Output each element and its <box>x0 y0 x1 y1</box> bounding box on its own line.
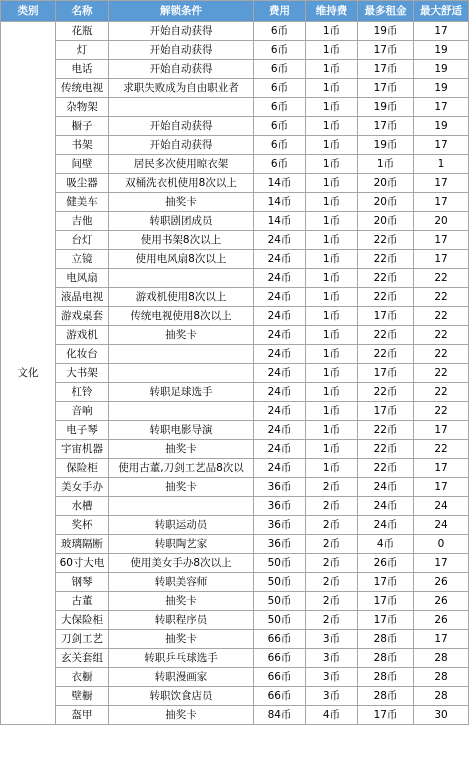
max-comfort-cell: 28 <box>414 687 469 706</box>
max-comfort-cell: 19 <box>414 60 469 79</box>
max-comfort-cell: 22 <box>414 326 469 345</box>
max-rent-cell: 24币 <box>358 478 414 497</box>
unlock-condition-cell: 转职美容师 <box>109 573 254 592</box>
upkeep-cell: 1币 <box>306 79 358 98</box>
upkeep-cell: 2币 <box>306 592 358 611</box>
unlock-condition-cell: 抽奖卡 <box>109 592 254 611</box>
header-category: 类别 <box>1 1 56 22</box>
max-rent-cell: 22币 <box>358 269 414 288</box>
header-cost: 费用 <box>254 1 306 22</box>
item-name-cell: 水槽 <box>56 497 109 516</box>
unlock-condition-cell: 转职乒乓球选手 <box>109 649 254 668</box>
upkeep-cell: 3币 <box>306 630 358 649</box>
max-rent-cell: 19币 <box>358 22 414 41</box>
item-name-cell: 奖杯 <box>56 516 109 535</box>
max-rent-cell: 17币 <box>358 60 414 79</box>
item-name-cell: 间壁 <box>56 155 109 174</box>
upkeep-cell: 1币 <box>306 345 358 364</box>
header-row <box>1 1 469 22</box>
upkeep-cell: 1币 <box>306 155 358 174</box>
item-name-cell: 大书架 <box>56 364 109 383</box>
cost-cell: 50币 <box>254 573 306 592</box>
table-row <box>1 497 469 516</box>
cost-cell: 24币 <box>254 421 306 440</box>
item-name-cell: 玄关套组 <box>56 649 109 668</box>
unlock-condition-cell: 双桶洗衣机使用8次以上 <box>109 174 254 193</box>
max-rent-cell: 17币 <box>358 307 414 326</box>
max-comfort-cell: 20 <box>414 212 469 231</box>
unlock-condition-cell <box>109 402 254 421</box>
cost-cell: 36币 <box>254 535 306 554</box>
unlock-condition-cell: 使用书架8次以上 <box>109 231 254 250</box>
table-row <box>1 136 469 155</box>
cost-cell: 66币 <box>254 630 306 649</box>
max-comfort-cell: 19 <box>414 79 469 98</box>
unlock-condition-cell <box>109 497 254 516</box>
table-row <box>1 41 469 60</box>
unlock-condition-cell: 居民多次使用晾衣架 <box>109 155 254 174</box>
upkeep-cell: 1币 <box>306 117 358 136</box>
table-row <box>1 269 469 288</box>
upkeep-cell: 1币 <box>306 364 358 383</box>
item-name-cell: 电话 <box>56 60 109 79</box>
max-rent-cell: 22币 <box>358 459 414 478</box>
cost-cell: 24币 <box>254 307 306 326</box>
max-rent-cell: 17币 <box>358 611 414 630</box>
table-row <box>1 193 469 212</box>
unlock-condition-cell: 使用美女手办8次以上 <box>109 554 254 573</box>
item-name-cell: 书架 <box>56 136 109 155</box>
unlock-condition-cell: 抽奖卡 <box>109 193 254 212</box>
max-comfort-cell: 26 <box>414 611 469 630</box>
unlock-condition-cell: 转职足球选手 <box>109 383 254 402</box>
max-rent-cell: 22币 <box>358 250 414 269</box>
upkeep-cell: 2币 <box>306 554 358 573</box>
table-row <box>1 383 469 402</box>
item-name-cell: 大保险柜 <box>56 611 109 630</box>
max-rent-cell: 19币 <box>358 136 414 155</box>
item-name-cell: 健美车 <box>56 193 109 212</box>
max-comfort-cell: 22 <box>414 345 469 364</box>
max-comfort-cell: 26 <box>414 573 469 592</box>
cost-cell: 14币 <box>254 193 306 212</box>
unlock-condition-cell: 开始自动获得 <box>109 22 254 41</box>
table-row <box>1 478 469 497</box>
header-upkeep: 维持费 <box>306 1 358 22</box>
table-row <box>1 516 469 535</box>
max-comfort-cell: 30 <box>414 706 469 725</box>
item-name-cell: 灯 <box>56 41 109 60</box>
cost-cell: 66币 <box>254 649 306 668</box>
max-rent-cell: 22币 <box>358 288 414 307</box>
upkeep-cell: 1币 <box>306 402 358 421</box>
unlock-condition-cell: 求职失败成为自由职业者 <box>109 79 254 98</box>
table-row <box>1 535 469 554</box>
max-rent-cell: 17币 <box>358 573 414 592</box>
table-row <box>1 573 469 592</box>
unlock-condition-cell: 使用电风扇8次以上 <box>109 250 254 269</box>
upkeep-cell: 1币 <box>306 60 358 79</box>
max-comfort-cell: 17 <box>414 421 469 440</box>
unlock-condition-cell: 转职漫画家 <box>109 668 254 687</box>
table-row <box>1 60 469 79</box>
max-rent-cell: 4币 <box>358 535 414 554</box>
upkeep-cell: 1币 <box>306 440 358 459</box>
item-name-cell: 宇宙机器 <box>56 440 109 459</box>
table-row <box>1 459 469 478</box>
upkeep-cell: 2币 <box>306 497 358 516</box>
table-row <box>1 117 469 136</box>
max-comfort-cell: 17 <box>414 136 469 155</box>
table-row <box>1 326 469 345</box>
max-rent-cell: 24币 <box>358 516 414 535</box>
cost-cell: 6币 <box>254 60 306 79</box>
table-row <box>1 630 469 649</box>
cost-cell: 24币 <box>254 288 306 307</box>
table-row <box>1 307 469 326</box>
upkeep-cell: 1币 <box>306 193 358 212</box>
unlock-condition-cell <box>109 269 254 288</box>
max-rent-cell: 17币 <box>358 364 414 383</box>
header-max-rent: 最多租金 <box>358 1 414 22</box>
max-comfort-cell: 1 <box>414 155 469 174</box>
max-rent-cell: 22币 <box>358 383 414 402</box>
cost-cell: 66币 <box>254 687 306 706</box>
table-body <box>1 22 469 725</box>
upkeep-cell: 1币 <box>306 459 358 478</box>
item-name-cell: 立镜 <box>56 250 109 269</box>
max-comfort-cell: 17 <box>414 630 469 649</box>
max-comfort-cell: 26 <box>414 592 469 611</box>
unlock-condition-cell: 抽奖卡 <box>109 326 254 345</box>
max-rent-cell: 28币 <box>358 630 414 649</box>
max-rent-cell: 22币 <box>358 326 414 345</box>
upkeep-cell: 1币 <box>306 269 358 288</box>
max-comfort-cell: 22 <box>414 269 469 288</box>
cost-cell: 6币 <box>254 136 306 155</box>
max-comfort-cell: 0 <box>414 535 469 554</box>
item-name-cell: 古董 <box>56 592 109 611</box>
upkeep-cell: 2币 <box>306 535 358 554</box>
cost-cell: 50币 <box>254 592 306 611</box>
unlock-condition-cell <box>109 345 254 364</box>
item-name-cell: 盔甲 <box>56 706 109 725</box>
upkeep-cell: 1币 <box>306 383 358 402</box>
max-comfort-cell: 17 <box>414 459 469 478</box>
item-name-cell: 游戏机 <box>56 326 109 345</box>
table-row <box>1 611 469 630</box>
table-row <box>1 288 469 307</box>
max-rent-cell: 28币 <box>358 687 414 706</box>
cost-cell: 6币 <box>254 22 306 41</box>
cost-cell: 6币 <box>254 79 306 98</box>
item-name-cell: 化妆台 <box>56 345 109 364</box>
upkeep-cell: 1币 <box>306 174 358 193</box>
max-comfort-cell: 19 <box>414 117 469 136</box>
cost-cell: 66币 <box>254 668 306 687</box>
max-comfort-cell: 17 <box>414 22 469 41</box>
table-row <box>1 402 469 421</box>
table-row <box>1 668 469 687</box>
upkeep-cell: 2币 <box>306 478 358 497</box>
cost-cell: 24币 <box>254 269 306 288</box>
cost-cell: 24币 <box>254 364 306 383</box>
item-name-cell: 吸尘器 <box>56 174 109 193</box>
max-comfort-cell: 17 <box>414 250 469 269</box>
table-row <box>1 212 469 231</box>
unlock-condition-cell: 开始自动获得 <box>109 60 254 79</box>
item-name-cell: 液晶电视 <box>56 288 109 307</box>
cost-cell: 24币 <box>254 440 306 459</box>
max-rent-cell: 26币 <box>358 554 414 573</box>
table-row <box>1 174 469 193</box>
upkeep-cell: 3币 <box>306 687 358 706</box>
upkeep-cell: 1币 <box>306 231 358 250</box>
max-comfort-cell: 17 <box>414 174 469 193</box>
cost-cell: 14币 <box>254 212 306 231</box>
max-comfort-cell: 17 <box>414 193 469 212</box>
item-name-cell: 壁橱 <box>56 687 109 706</box>
max-rent-cell: 1币 <box>358 155 414 174</box>
unlock-condition-cell: 传统电视使用8次以上 <box>109 307 254 326</box>
unlock-condition-cell: 开始自动获得 <box>109 136 254 155</box>
header-max-comfort: 最大舒适 <box>414 1 469 22</box>
max-rent-cell: 19币 <box>358 98 414 117</box>
item-name-cell: 玻璃隔断 <box>56 535 109 554</box>
header-unlock-condition: 解锁条件 <box>109 1 254 22</box>
max-comfort-cell: 17 <box>414 554 469 573</box>
unlock-condition-cell: 转职运动员 <box>109 516 254 535</box>
item-name-cell: 60寸大电 <box>56 554 109 573</box>
item-name-cell: 吉他 <box>56 212 109 231</box>
upkeep-cell: 1币 <box>306 326 358 345</box>
table-row <box>1 440 469 459</box>
max-rent-cell: 20币 <box>358 193 414 212</box>
upkeep-cell: 2币 <box>306 516 358 535</box>
max-rent-cell: 22币 <box>358 440 414 459</box>
upkeep-cell: 3币 <box>306 668 358 687</box>
unlock-condition-cell: 转职程序员 <box>109 611 254 630</box>
cost-cell: 84币 <box>254 706 306 725</box>
max-rent-cell: 17币 <box>358 79 414 98</box>
cost-cell: 24币 <box>254 459 306 478</box>
table-row <box>1 421 469 440</box>
max-rent-cell: 17币 <box>358 41 414 60</box>
max-rent-cell: 17币 <box>358 402 414 421</box>
unlock-condition-cell: 转职电影导演 <box>109 421 254 440</box>
upkeep-cell: 1币 <box>306 98 358 117</box>
item-name-cell: 杠铃 <box>56 383 109 402</box>
cost-cell: 24币 <box>254 326 306 345</box>
upkeep-cell: 1币 <box>306 22 358 41</box>
upkeep-cell: 3币 <box>306 649 358 668</box>
item-name-cell: 保险柜 <box>56 459 109 478</box>
item-name-cell: 橱子 <box>56 117 109 136</box>
max-comfort-cell: 28 <box>414 668 469 687</box>
max-rent-cell: 20币 <box>358 212 414 231</box>
table-row <box>1 250 469 269</box>
max-comfort-cell: 22 <box>414 440 469 459</box>
table-row <box>1 364 469 383</box>
table-row <box>1 687 469 706</box>
upkeep-cell: 1币 <box>306 307 358 326</box>
table-row <box>1 345 469 364</box>
max-rent-cell: 22币 <box>358 345 414 364</box>
item-name-cell: 音响 <box>56 402 109 421</box>
max-rent-cell: 17币 <box>358 592 414 611</box>
unlock-condition-cell: 转职剧团成员 <box>109 212 254 231</box>
max-rent-cell: 22币 <box>358 231 414 250</box>
table-row <box>1 554 469 573</box>
item-name-cell: 花瓶 <box>56 22 109 41</box>
cost-cell: 6币 <box>254 117 306 136</box>
unlock-condition-cell: 转职饮食店员 <box>109 687 254 706</box>
table-row <box>1 98 469 117</box>
cost-cell: 14币 <box>254 174 306 193</box>
cost-cell: 36币 <box>254 478 306 497</box>
unlock-condition-cell: 开始自动获得 <box>109 41 254 60</box>
cost-cell: 24币 <box>254 231 306 250</box>
unlock-condition-cell: 抽奖卡 <box>109 706 254 725</box>
max-comfort-cell: 22 <box>414 364 469 383</box>
upkeep-cell: 1币 <box>306 288 358 307</box>
cost-cell: 6币 <box>254 155 306 174</box>
unlock-condition-cell: 使用古董,刀剑工艺品8次以 <box>109 459 254 478</box>
item-name-cell: 电子琴 <box>56 421 109 440</box>
max-comfort-cell: 22 <box>414 383 469 402</box>
max-comfort-cell: 22 <box>414 402 469 421</box>
max-rent-cell: 22币 <box>358 421 414 440</box>
cost-cell: 6币 <box>254 98 306 117</box>
item-name-cell: 传统电视 <box>56 79 109 98</box>
max-comfort-cell: 19 <box>414 41 469 60</box>
item-name-cell: 衣橱 <box>56 668 109 687</box>
table-row <box>1 592 469 611</box>
upkeep-cell: 2币 <box>306 573 358 592</box>
item-name-cell: 美女手办 <box>56 478 109 497</box>
upkeep-cell: 1币 <box>306 212 358 231</box>
unlock-condition-cell: 抽奖卡 <box>109 630 254 649</box>
table-row <box>1 706 469 725</box>
cost-cell: 36币 <box>254 516 306 535</box>
upkeep-cell: 4币 <box>306 706 358 725</box>
table-row <box>1 231 469 250</box>
max-comfort-cell: 17 <box>414 231 469 250</box>
max-comfort-cell: 24 <box>414 497 469 516</box>
max-comfort-cell: 28 <box>414 649 469 668</box>
unlock-condition-cell <box>109 98 254 117</box>
max-comfort-cell: 17 <box>414 478 469 497</box>
unlock-condition-cell <box>109 364 254 383</box>
table-row <box>1 155 469 174</box>
item-name-cell: 刀剑工艺 <box>56 630 109 649</box>
max-comfort-cell: 22 <box>414 288 469 307</box>
table-row <box>1 649 469 668</box>
cost-cell: 6币 <box>254 41 306 60</box>
unlock-condition-cell: 开始自动获得 <box>109 117 254 136</box>
cost-cell: 24币 <box>254 402 306 421</box>
header-name: 名称 <box>56 1 109 22</box>
cost-cell: 36币 <box>254 497 306 516</box>
upkeep-cell: 2币 <box>306 611 358 630</box>
upkeep-cell: 1币 <box>306 421 358 440</box>
upkeep-cell: 1币 <box>306 136 358 155</box>
cost-cell: 50币 <box>254 611 306 630</box>
item-name-cell: 钢琴 <box>56 573 109 592</box>
category-cell: 文化 <box>1 22 56 725</box>
item-name-cell: 台灯 <box>56 231 109 250</box>
upkeep-cell: 1币 <box>306 250 358 269</box>
item-name-cell: 杂物架 <box>56 98 109 117</box>
max-comfort-cell: 17 <box>414 98 469 117</box>
item-name-cell: 游戏桌套 <box>56 307 109 326</box>
max-rent-cell: 17币 <box>358 117 414 136</box>
unlock-condition-cell: 转职陶艺家 <box>109 535 254 554</box>
item-name-cell: 电风扇 <box>56 269 109 288</box>
table-row <box>1 22 469 41</box>
max-rent-cell: 20币 <box>358 174 414 193</box>
max-comfort-cell: 22 <box>414 307 469 326</box>
max-rent-cell: 28币 <box>358 668 414 687</box>
cost-cell: 24币 <box>254 250 306 269</box>
cost-cell: 24币 <box>254 345 306 364</box>
unlock-condition-cell: 抽奖卡 <box>109 440 254 459</box>
unlock-condition-cell: 游戏机使用8次以上 <box>109 288 254 307</box>
upkeep-cell: 1币 <box>306 41 358 60</box>
max-rent-cell: 24币 <box>358 497 414 516</box>
table-row <box>1 79 469 98</box>
max-rent-cell: 28币 <box>358 649 414 668</box>
max-rent-cell: 17币 <box>358 706 414 725</box>
max-comfort-cell: 24 <box>414 516 469 535</box>
cost-cell: 50币 <box>254 554 306 573</box>
cost-cell: 24币 <box>254 383 306 402</box>
unlock-condition-cell: 抽奖卡 <box>109 478 254 497</box>
